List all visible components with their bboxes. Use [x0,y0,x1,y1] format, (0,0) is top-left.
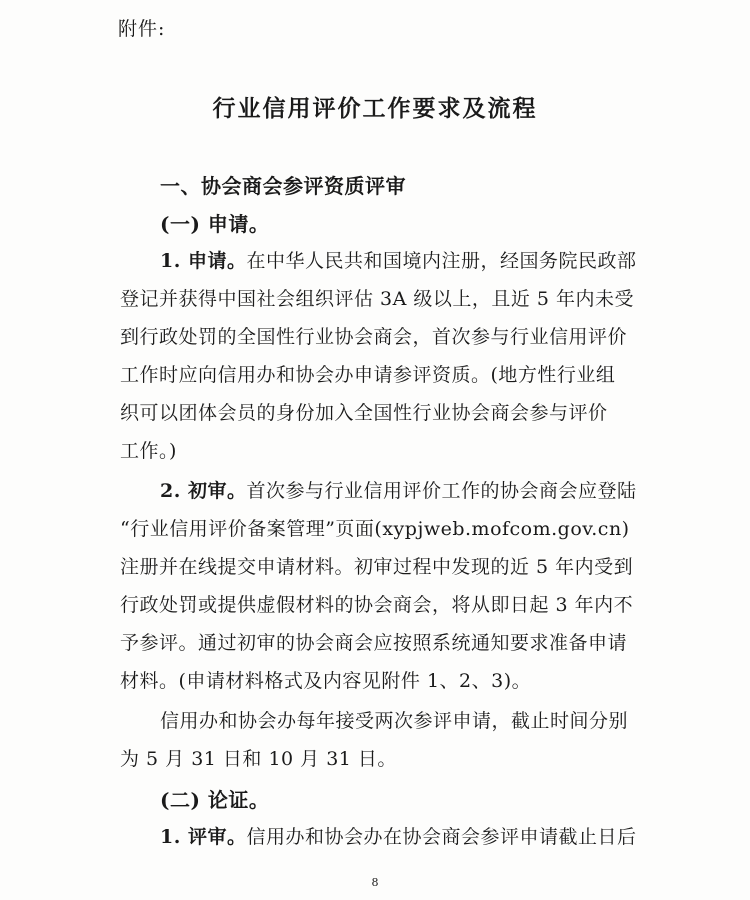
subsection-heading-review: (二) 论证。 [160,788,270,812]
paragraph-deadline-line-2: 为 5 月 31 日和 10 月 31 日。 [120,748,397,770]
paragraph-preliminary-line-5: 予参评。通过初审的协会商会应按照系统通知要求准备申请 [120,632,628,654]
paragraph-lead: 2. 初审。 [160,480,247,502]
paragraph-application-line-1 [160,246,636,273]
document-title: 行业信用评价工作要求及流程 [212,95,538,122]
paragraph-application-line-5: 织可以团体会员的身份加入全国性行业协会商会参与评价 [120,402,608,424]
paragraph-application-line-2: 登记并获得中国社会组织评估 3A 级以上，且近 5 年内未受 [120,288,635,310]
attachment-label: 附件: [118,18,166,40]
paragraph-deadline-line-1: 信用办和协会办每年接受两次参评申请，截止时间分别 [160,710,629,732]
paragraph-lead: 1. 申请。 [160,250,247,272]
paragraph-text: 信用办和协会办在协会商会参评申请截止日后 [246,826,637,848]
paragraph-application-line-6: 工作。) [120,440,177,462]
page-number: 8 [371,876,379,889]
paragraph-preliminary-line-2: “行业信用评价备案管理”页面(xypjweb.mofcom.gov.cn) [120,518,630,540]
paragraph-evaluation-line-1 [160,822,636,849]
paragraph-preliminary-line-4: 行政处罚或提供虚假材料的协会商会，将从即日起 3 年内不 [120,594,634,616]
section-heading: 一、协会商会参评资质评审 [160,174,406,198]
paragraph-text: 在中华人民共和国境内注册，经国务院民政部 [246,250,637,272]
paragraph-preliminary-line-3: 注册并在线提交申请材料。初审过程中发现的近 5 年内受到 [120,556,634,578]
paragraph-application-line-3: 到行政处罚的全国性行业协会商会，首次参与行业信用评价 [120,326,628,348]
subsection-heading-application: (一) 申请。 [160,212,270,236]
paragraph-lead: 1. 评审。 [160,826,247,848]
paragraph-preliminary-line-1 [160,476,636,503]
paragraph-preliminary-line-6: 材料。(申请材料格式及内容见附件 1、2、3)。 [120,670,532,692]
paragraph-text: 首次参与行业信用评价工作的协会商会应登陆 [246,480,637,502]
paragraph-application-line-4: 工作时应向信用办和协会办申请参评资质。(地方性行业组 [120,364,616,386]
